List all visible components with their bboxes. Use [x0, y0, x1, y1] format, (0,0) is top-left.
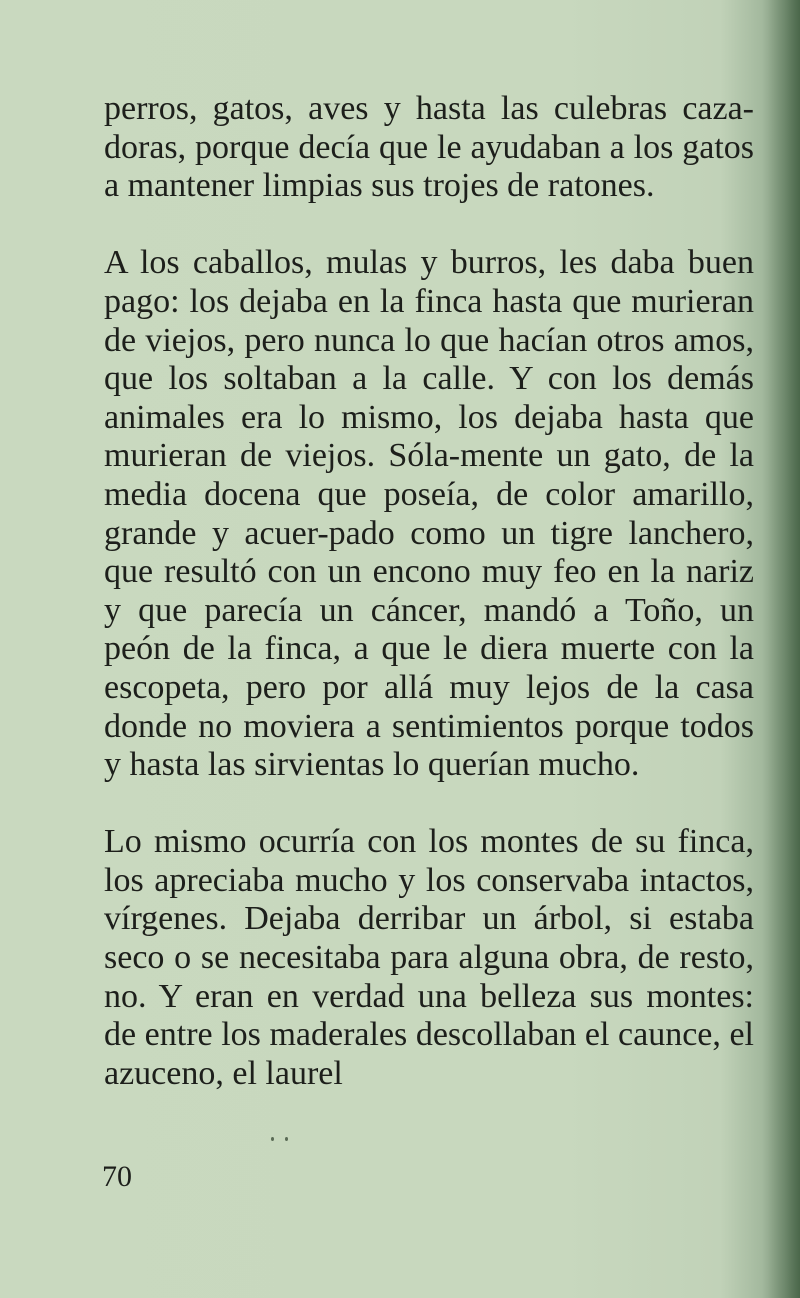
paper-speck — [271, 1137, 274, 1141]
paragraph-3: Lo mismo ocurría con los montes de su finca, los apreciaba mucho y los conservaba intactos, vírgenes. Dejaba derribar un árbol, si estaba seco o se necesitaba para alguna obra, de resto, no. Y eran en verdad una belleza sus montes: de entre los maderales descollaban el caunce, el azuceno, el laurel — [104, 823, 754, 1092]
page-edge-shadow — [762, 0, 800, 1298]
paragraph-2: A los caballos, mulas y burros, les daba buen pago: los dejaba en la finca hasta que murieran de viejos, pero nunca lo que hacían otros amos, que los soltaban a la calle. Y con los demás animales era lo mismo, los dejaba hasta que murieran de viejos. Sóla-mente un gato, de la media docena que poseía, de color amarillo, grande y acuer-pado como un tigre lanchero, que resultó con un encono muy feo en la nariz y que parecía un cáncer, mandó a Toño, un peón de la finca, a que le diera muerte con la escopeta, pero por allá muy lejos de la casa donde no moviera a sentimientos porque todos y hasta las sirvientas lo querían mucho. — [104, 244, 754, 784]
body-text — [104, 90, 754, 1093]
paper-speck — [285, 1137, 288, 1141]
page-number: 70 — [102, 1160, 132, 1193]
paragraph-1: perros, gatos, aves y hasta las culebras caza-doras, porque decía que le ayudaban a los gatos a mantener limpias sus trojes de ratones. — [104, 90, 754, 205]
